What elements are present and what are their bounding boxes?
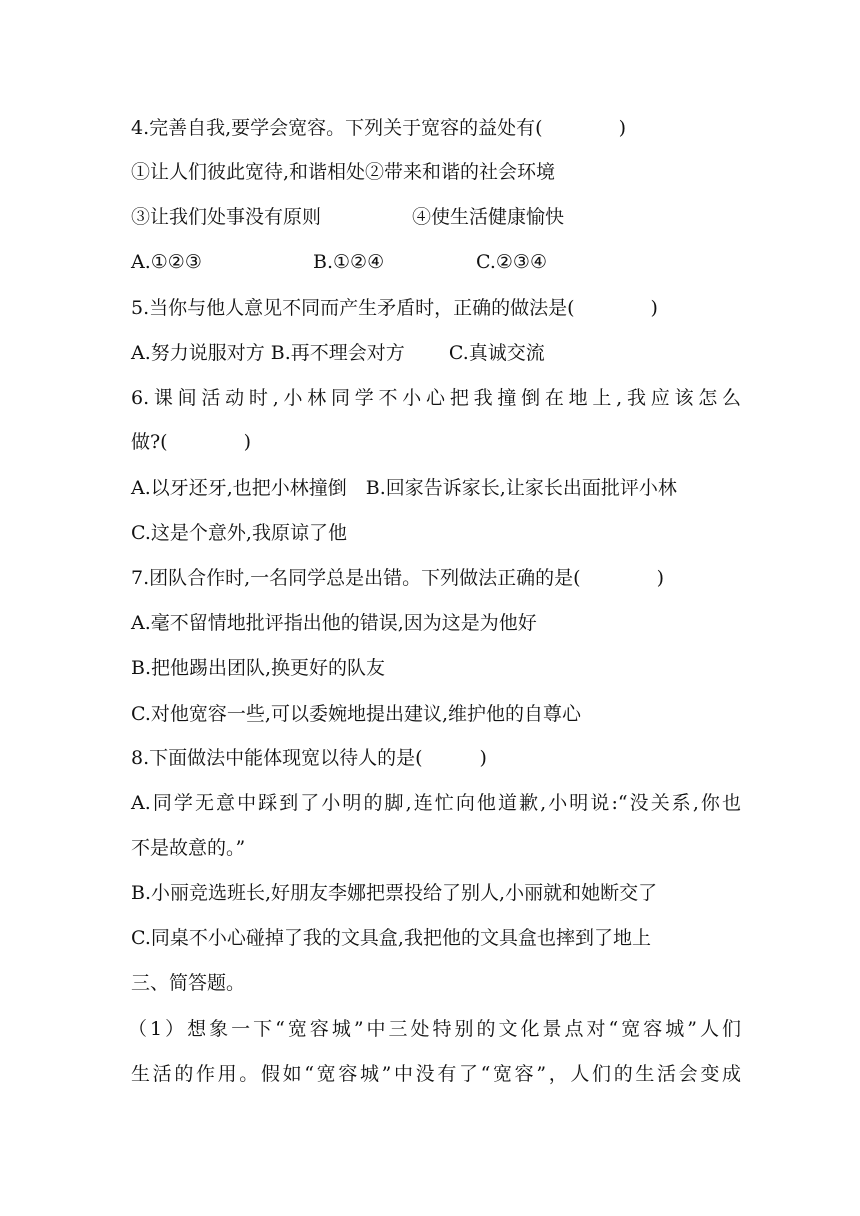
q8-option-b: B.小丽竞选班长,好朋友李娜把票投给了别人,小丽就和她断交了 [131, 882, 658, 904]
q6-stem-line1: 6.课间活动时,小林同学不小心把我撞倒在地上,我应该怎么 [131, 387, 741, 409]
q5-stem: 5.当你与他人意见不同而产生矛盾时，正确的做法是( ) [131, 297, 658, 319]
q4-statement-3: ③让我们处事没有原则 [131, 206, 322, 228]
section-3-q1-line2: 生活的作用。假如“宽容城”中没有了“宽容”，人们的生活会变成 [131, 1063, 741, 1085]
q8-stem: 8.下面做法中能体现宽以待人的是( ) [131, 747, 487, 769]
q6-stem-line2: 做?( ) [131, 431, 252, 453]
q7-option-c: C.对他宽容一些,可以委婉地提出建议,维护他的自尊心 [131, 703, 581, 725]
q4-option-c: C.②③④ [476, 251, 547, 273]
q4-statement-4: ④使生活健康愉快 [412, 206, 565, 228]
q7-stem: 7.团队合作时,一名同学总是出错。下列做法正确的是( ) [131, 567, 664, 589]
q8-option-c: C.同桌不小心碰掉了我的文具盒,我把他的文具盒也摔到了地上 [131, 927, 651, 949]
q5-options: A.努力说服对方 B.再不理会对方 C.真诚交流 [131, 342, 545, 364]
q4-option-a: A.①②③ [131, 251, 202, 273]
section-3-q1-line1: （1）想象一下“宽容城”中三处特别的文化景点对“宽容城”人们 [128, 1018, 741, 1040]
q8-option-a-line1: A.同学无意中踩到了小明的脚,连忙向他道歉,小明说:“没关系,你也 [131, 792, 741, 814]
q4-option-b: B.①②④ [313, 251, 385, 273]
q4-statement-1-2: ①让人们彼此宽待,和谐相处②带来和谐的社会环境 [131, 161, 556, 183]
q7-option-b: B.把他踢出团队,换更好的队友 [131, 657, 386, 679]
q7-option-a: A.毫不留情地批评指出他的错误,因为这是为他好 [131, 612, 537, 634]
section-3-heading: 三、简答题。 [131, 972, 246, 994]
q6-options-a-b: A.以牙还牙,也把小林撞倒 B.回家告诉家长,让家长出面批评小林 [131, 477, 677, 499]
q8-option-a-line2: 不是故意的。” [131, 837, 246, 859]
q6-option-c: C.这是个意外,我原谅了他 [131, 522, 347, 544]
q4-stem: 4.完善自我,要学会宽容。下列关于宽容的益处有( ) [131, 117, 626, 139]
